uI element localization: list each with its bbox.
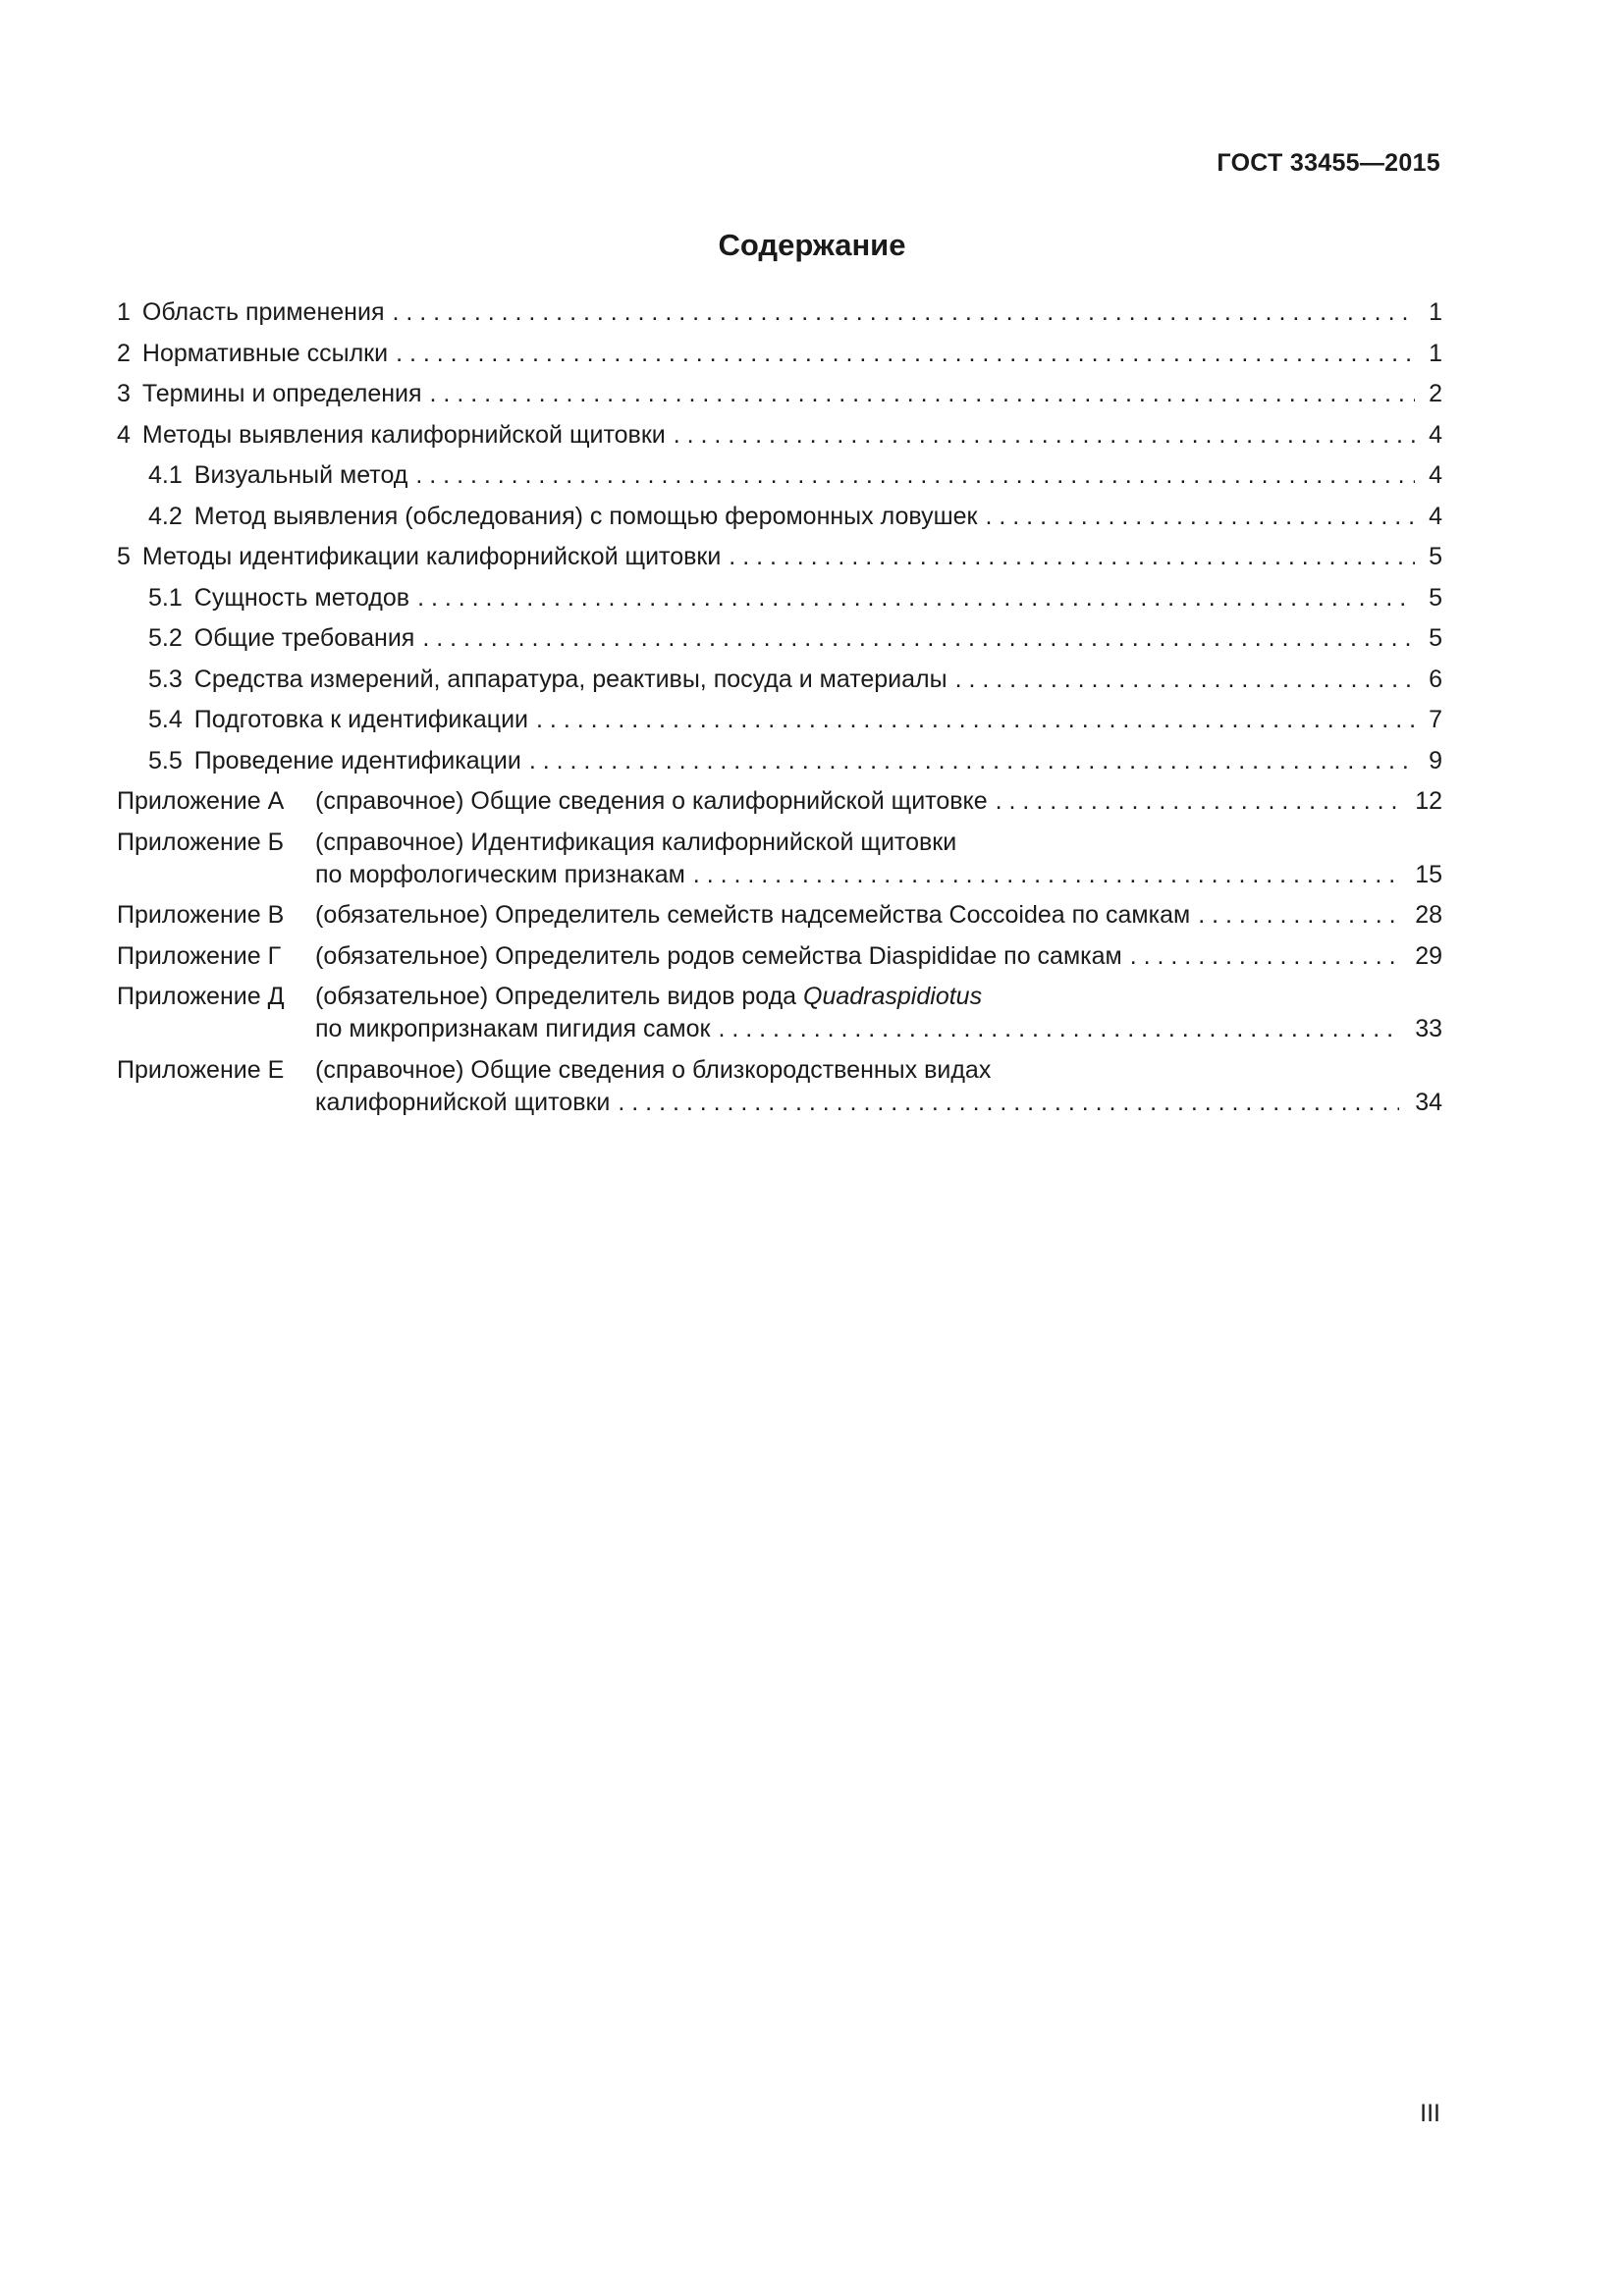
toc-item-page: 5	[1429, 583, 1442, 612]
appendix-page: 33	[1415, 1015, 1442, 1042]
toc-item-page: 5	[1429, 543, 1442, 570]
toc-appendix-item[interactable]	[117, 981, 1442, 1045]
toc-subitem[interactable]	[117, 622, 1442, 655]
toc-leader-dots	[986, 501, 1416, 533]
toc-leader-dots	[415, 459, 1415, 492]
appendix-title-continued: по микропризнакам пигидия самок	[315, 1015, 711, 1042]
appendix-label: Приложение Е	[117, 1055, 285, 1084]
toc-item[interactable]	[117, 338, 1442, 370]
toc-item-page: 6	[1429, 665, 1442, 693]
toc-item-page: 1	[1429, 339, 1442, 367]
appendix-title: (справочное) Общие сведения о близкородственных видах	[315, 1055, 992, 1084]
appendix-title-text: (обязательное) Определитель видов рода	[315, 983, 804, 1010]
toc-item-title: Проведение идентификации	[193, 746, 521, 774]
toc-leader-dots	[422, 622, 1415, 655]
toc-item-number: 5.5	[148, 746, 183, 774]
toc-item-title: Визуальный метод	[193, 461, 408, 489]
toc-item[interactable]	[117, 378, 1442, 410]
toc-item-page: 4	[1429, 420, 1442, 449]
toc-leader-dots	[396, 338, 1415, 370]
toc-item-number: 5.1	[148, 583, 183, 612]
toc-item-number: 4.1	[148, 461, 183, 489]
toc-subitem[interactable]	[117, 582, 1442, 614]
appendix-page: 29	[1415, 941, 1442, 970]
toc-item[interactable]	[117, 296, 1442, 329]
toc-leader-dots	[693, 859, 1399, 891]
toc-appendix-item[interactable]	[117, 899, 1442, 932]
appendix-label: Приложение А	[117, 787, 285, 815]
toc-item-page: 5	[1429, 624, 1442, 652]
appendix-title-continued: по морфологическим признакам	[315, 860, 685, 888]
document-id: ГОСТ 33455—2015	[1217, 149, 1440, 177]
appendix-title: (справочное) Общие сведения о калифорнийской щитовке	[315, 787, 988, 815]
toc-item-number: 5.4	[148, 706, 183, 733]
appendix-label: Приложение Б	[117, 828, 284, 856]
toc-item-page: 7	[1429, 706, 1442, 733]
appendix-page: 15	[1415, 860, 1442, 888]
toc-item-number: 2	[117, 339, 131, 367]
appendix-title: (обязательное) Определитель родов семейства Diaspididae по самкам	[315, 941, 1122, 970]
appendix-label: Приложение В	[117, 901, 285, 929]
toc-appendix-item[interactable]	[117, 1054, 1442, 1119]
toc-item-number: 3	[117, 380, 131, 407]
toc-item-page: 4	[1429, 502, 1442, 530]
toc-item-number: 5.2	[148, 624, 183, 652]
appendix-title	[315, 981, 982, 1013]
toc-subitem[interactable]	[117, 501, 1442, 533]
toc-appendix-item[interactable]	[117, 940, 1442, 973]
toc-subitem[interactable]	[117, 745, 1442, 777]
toc-item-title: Средства измерений, аппаратура, реактивы, посуда и материалы	[193, 665, 947, 693]
toc-leader-dots	[1198, 899, 1399, 932]
toc-item-number: 5.3	[148, 665, 183, 693]
toc-leader-dots	[996, 785, 1399, 818]
toc-item-page: 4	[1429, 461, 1442, 489]
appendix-title-genus: Quadraspidiotus	[803, 983, 983, 1010]
toc-leader-dots	[392, 296, 1415, 329]
toc-leader-dots	[618, 1087, 1399, 1119]
toc-item-title: Нормативные ссылки	[141, 339, 389, 367]
toc-item-title: Методы идентификации калифорнийской щитовки	[141, 543, 722, 570]
toc-leader-dots	[674, 419, 1415, 452]
toc-item-number: 5	[117, 543, 131, 570]
appendix-page: 34	[1415, 1088, 1442, 1116]
toc-leader-dots	[529, 745, 1415, 777]
toc-item-number: 1	[117, 298, 131, 326]
toc-item-number: 4.2	[148, 502, 183, 530]
toc-item-page: 1	[1429, 298, 1442, 326]
toc-item-number: 4	[117, 420, 131, 449]
toc-leader-dots	[729, 541, 1415, 573]
appendix-title: (справочное) Идентификация калифорнийской щитовки	[315, 828, 957, 856]
page-title: Содержание	[718, 228, 906, 262]
toc-leader-dots	[430, 378, 1415, 410]
toc-appendix-item[interactable]	[117, 785, 1442, 818]
appendix-label: Приложение Д	[117, 983, 285, 1010]
toc-appendix-item[interactable]	[117, 827, 1442, 891]
page-number: III	[1420, 2100, 1440, 2127]
toc-subitem[interactable]	[117, 704, 1442, 736]
toc-subitem[interactable]	[117, 664, 1442, 696]
toc-item-title: Сущность методов	[193, 583, 410, 612]
toc-subitem[interactable]	[117, 459, 1442, 492]
appendix-page: 28	[1415, 901, 1442, 929]
appendix-title-continued: калифорнийской щитовки	[315, 1088, 611, 1116]
toc-item-title: Методы выявления калифорнийской щитовки	[141, 420, 666, 449]
toc-item-title: Общие требования	[193, 624, 415, 652]
toc-item-title: Метод выявления (обследования) с помощью феромонных ловушек	[193, 502, 978, 530]
toc-item[interactable]	[117, 541, 1442, 573]
toc-item-title: Подготовка к идентификации	[193, 706, 529, 733]
appendix-title: (обязательное) Определитель семейств надсемейства Coccoidea по самкам	[315, 901, 1191, 929]
toc-leader-dots	[536, 704, 1415, 736]
toc-item[interactable]	[117, 419, 1442, 452]
toc-item-title: Область применения	[141, 298, 385, 326]
appendix-page: 12	[1415, 787, 1442, 815]
toc-leader-dots	[718, 1013, 1399, 1045]
toc-item-title: Термины и определения	[141, 380, 422, 407]
appendix-label: Приложение Г	[117, 941, 282, 970]
toc-leader-dots	[955, 664, 1415, 696]
toc-leader-dots	[1130, 940, 1399, 973]
toc-leader-dots	[417, 582, 1415, 614]
table-of-contents	[117, 296, 1442, 1127]
toc-item-page: 9	[1429, 746, 1442, 774]
toc-item-page: 2	[1429, 380, 1442, 407]
